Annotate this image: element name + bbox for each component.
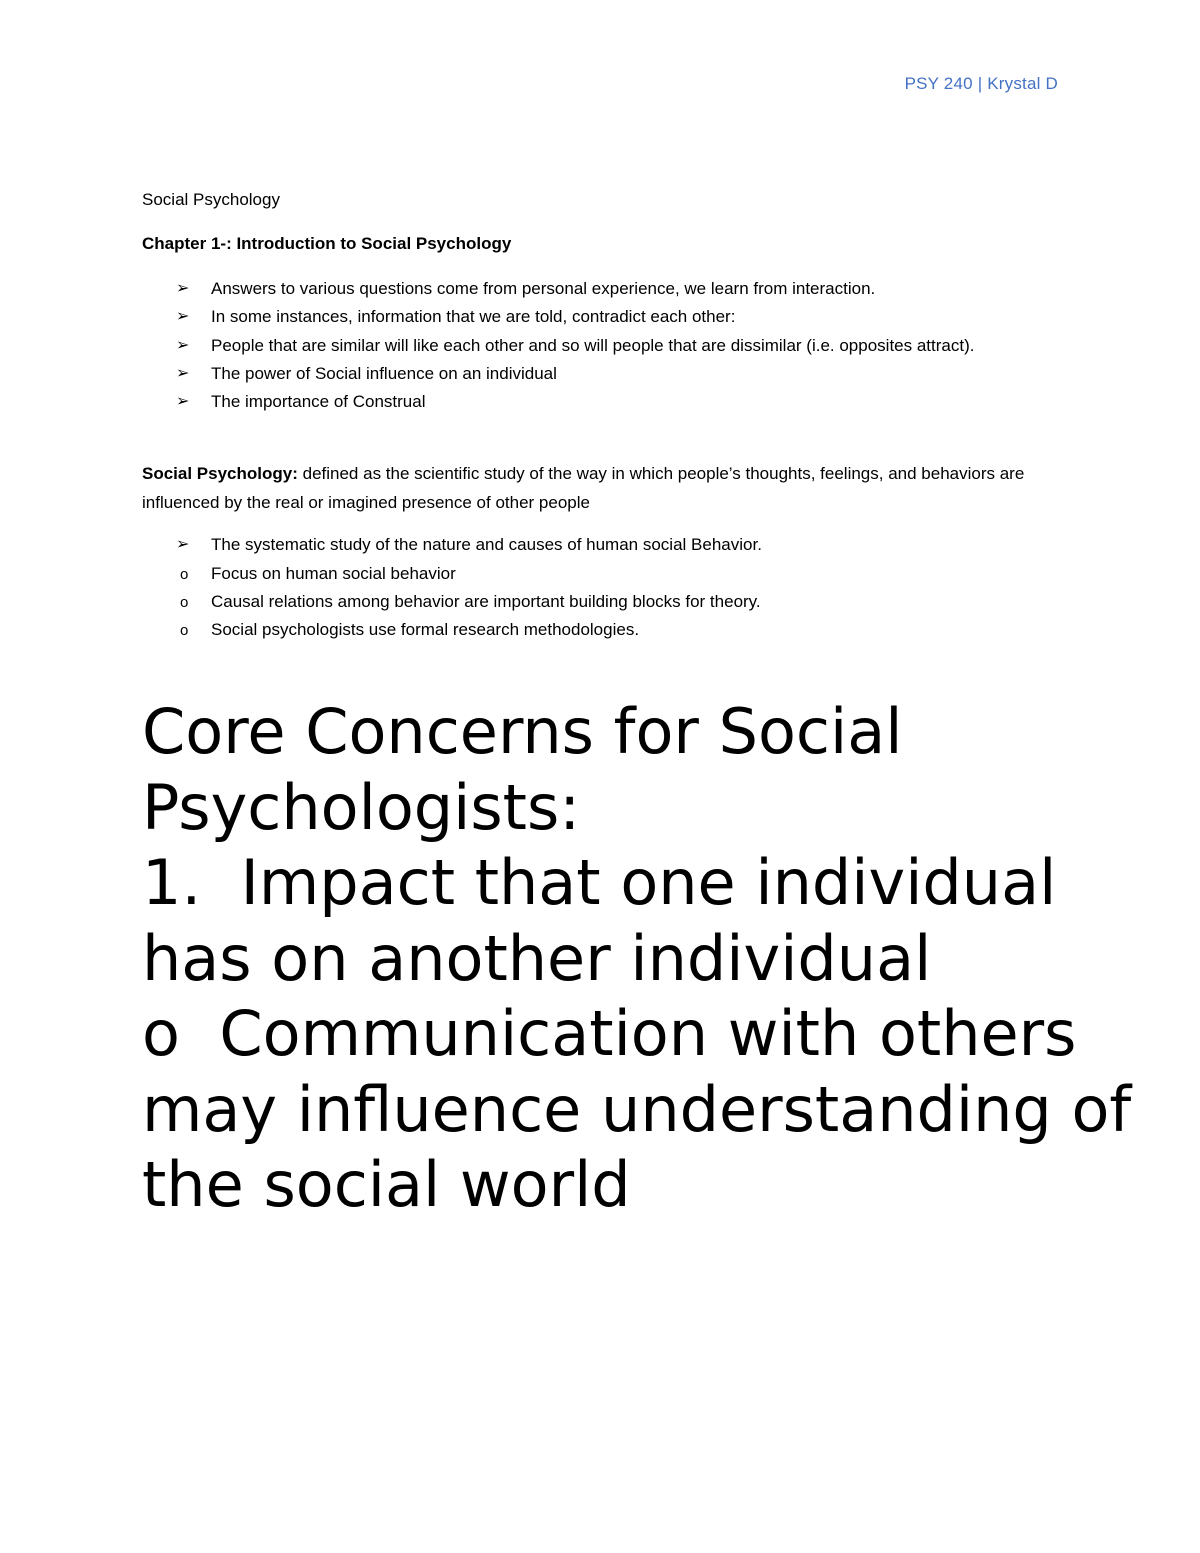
arrow-bullet-icon: ➢	[176, 308, 190, 326]
circle-bullet-icon: o	[180, 622, 189, 640]
arrow-bullet-icon: ➢	[176, 280, 190, 297]
arrow-bullet-icon: ➢	[176, 364, 190, 382]
list-item-text: The power of Social influence on an individual	[211, 363, 557, 383]
arrow-bullet-icon: ➢	[176, 393, 190, 411]
document-body	[142, 188, 1042, 645]
definition-paragraph	[142, 460, 1037, 517]
list-item	[142, 275, 1042, 303]
list-item	[142, 588, 1042, 616]
definition-term: Social Psychology:	[142, 464, 298, 484]
arrow-bullet-icon: ➢	[176, 336, 190, 354]
list-item-text: Answers to various questions come from personal experience, we learn from interaction.	[211, 279, 876, 298]
chapter-heading: Chapter 1-: Introduction to Social Psychology	[142, 234, 512, 253]
arrow-bullet-icon: ➢	[176, 536, 190, 554]
list-item	[142, 303, 1042, 331]
core-concern-subitem: o Communication with others may influence understanding of the social world	[142, 997, 1151, 1221]
core-concern-item: 1. Impact that one individual has on another individual	[142, 846, 1077, 995]
intro-bullet-list	[142, 275, 1042, 416]
list-item	[142, 360, 1042, 388]
list-item-text: In some instances, information that we are told, contradict each other:	[211, 307, 736, 327]
definition-text: defined as the scientific study of the way in which people’s thoughts, feelings, and behaviors are influenced by the real or imagined presence of other people	[142, 464, 1025, 512]
list-item	[142, 616, 1042, 644]
list-item-text: The systematic study of the nature and causes of human social Behavior.	[211, 535, 762, 555]
list-item-text: Focus on human social behavior	[211, 563, 456, 583]
list-item-text: Social psychologists use formal research methodologies.	[211, 620, 640, 640]
list-item	[142, 560, 1042, 588]
page-header: PSY 240 | Krystal D	[904, 74, 1058, 93]
circle-bullet-icon: o	[180, 594, 189, 612]
large-text-block	[142, 694, 1152, 1223]
list-item-text: Causal relations among behavior are important building blocks for theory.	[211, 592, 761, 612]
list-item-text: The importance of Construal	[211, 392, 426, 412]
list-item	[142, 388, 1042, 416]
core-concerns-heading: Core Concerns for Social Psychologists:	[142, 695, 923, 844]
list-item	[142, 531, 1042, 559]
list-item-text: People that are similar will like each other and so will people that are dissimilar (i.e. opposites attract).	[211, 335, 975, 355]
definition-bullet-list	[142, 531, 1042, 644]
list-item	[142, 332, 1042, 360]
circle-bullet-icon: o	[180, 565, 189, 583]
document-title: Social Psychology	[142, 190, 280, 209]
